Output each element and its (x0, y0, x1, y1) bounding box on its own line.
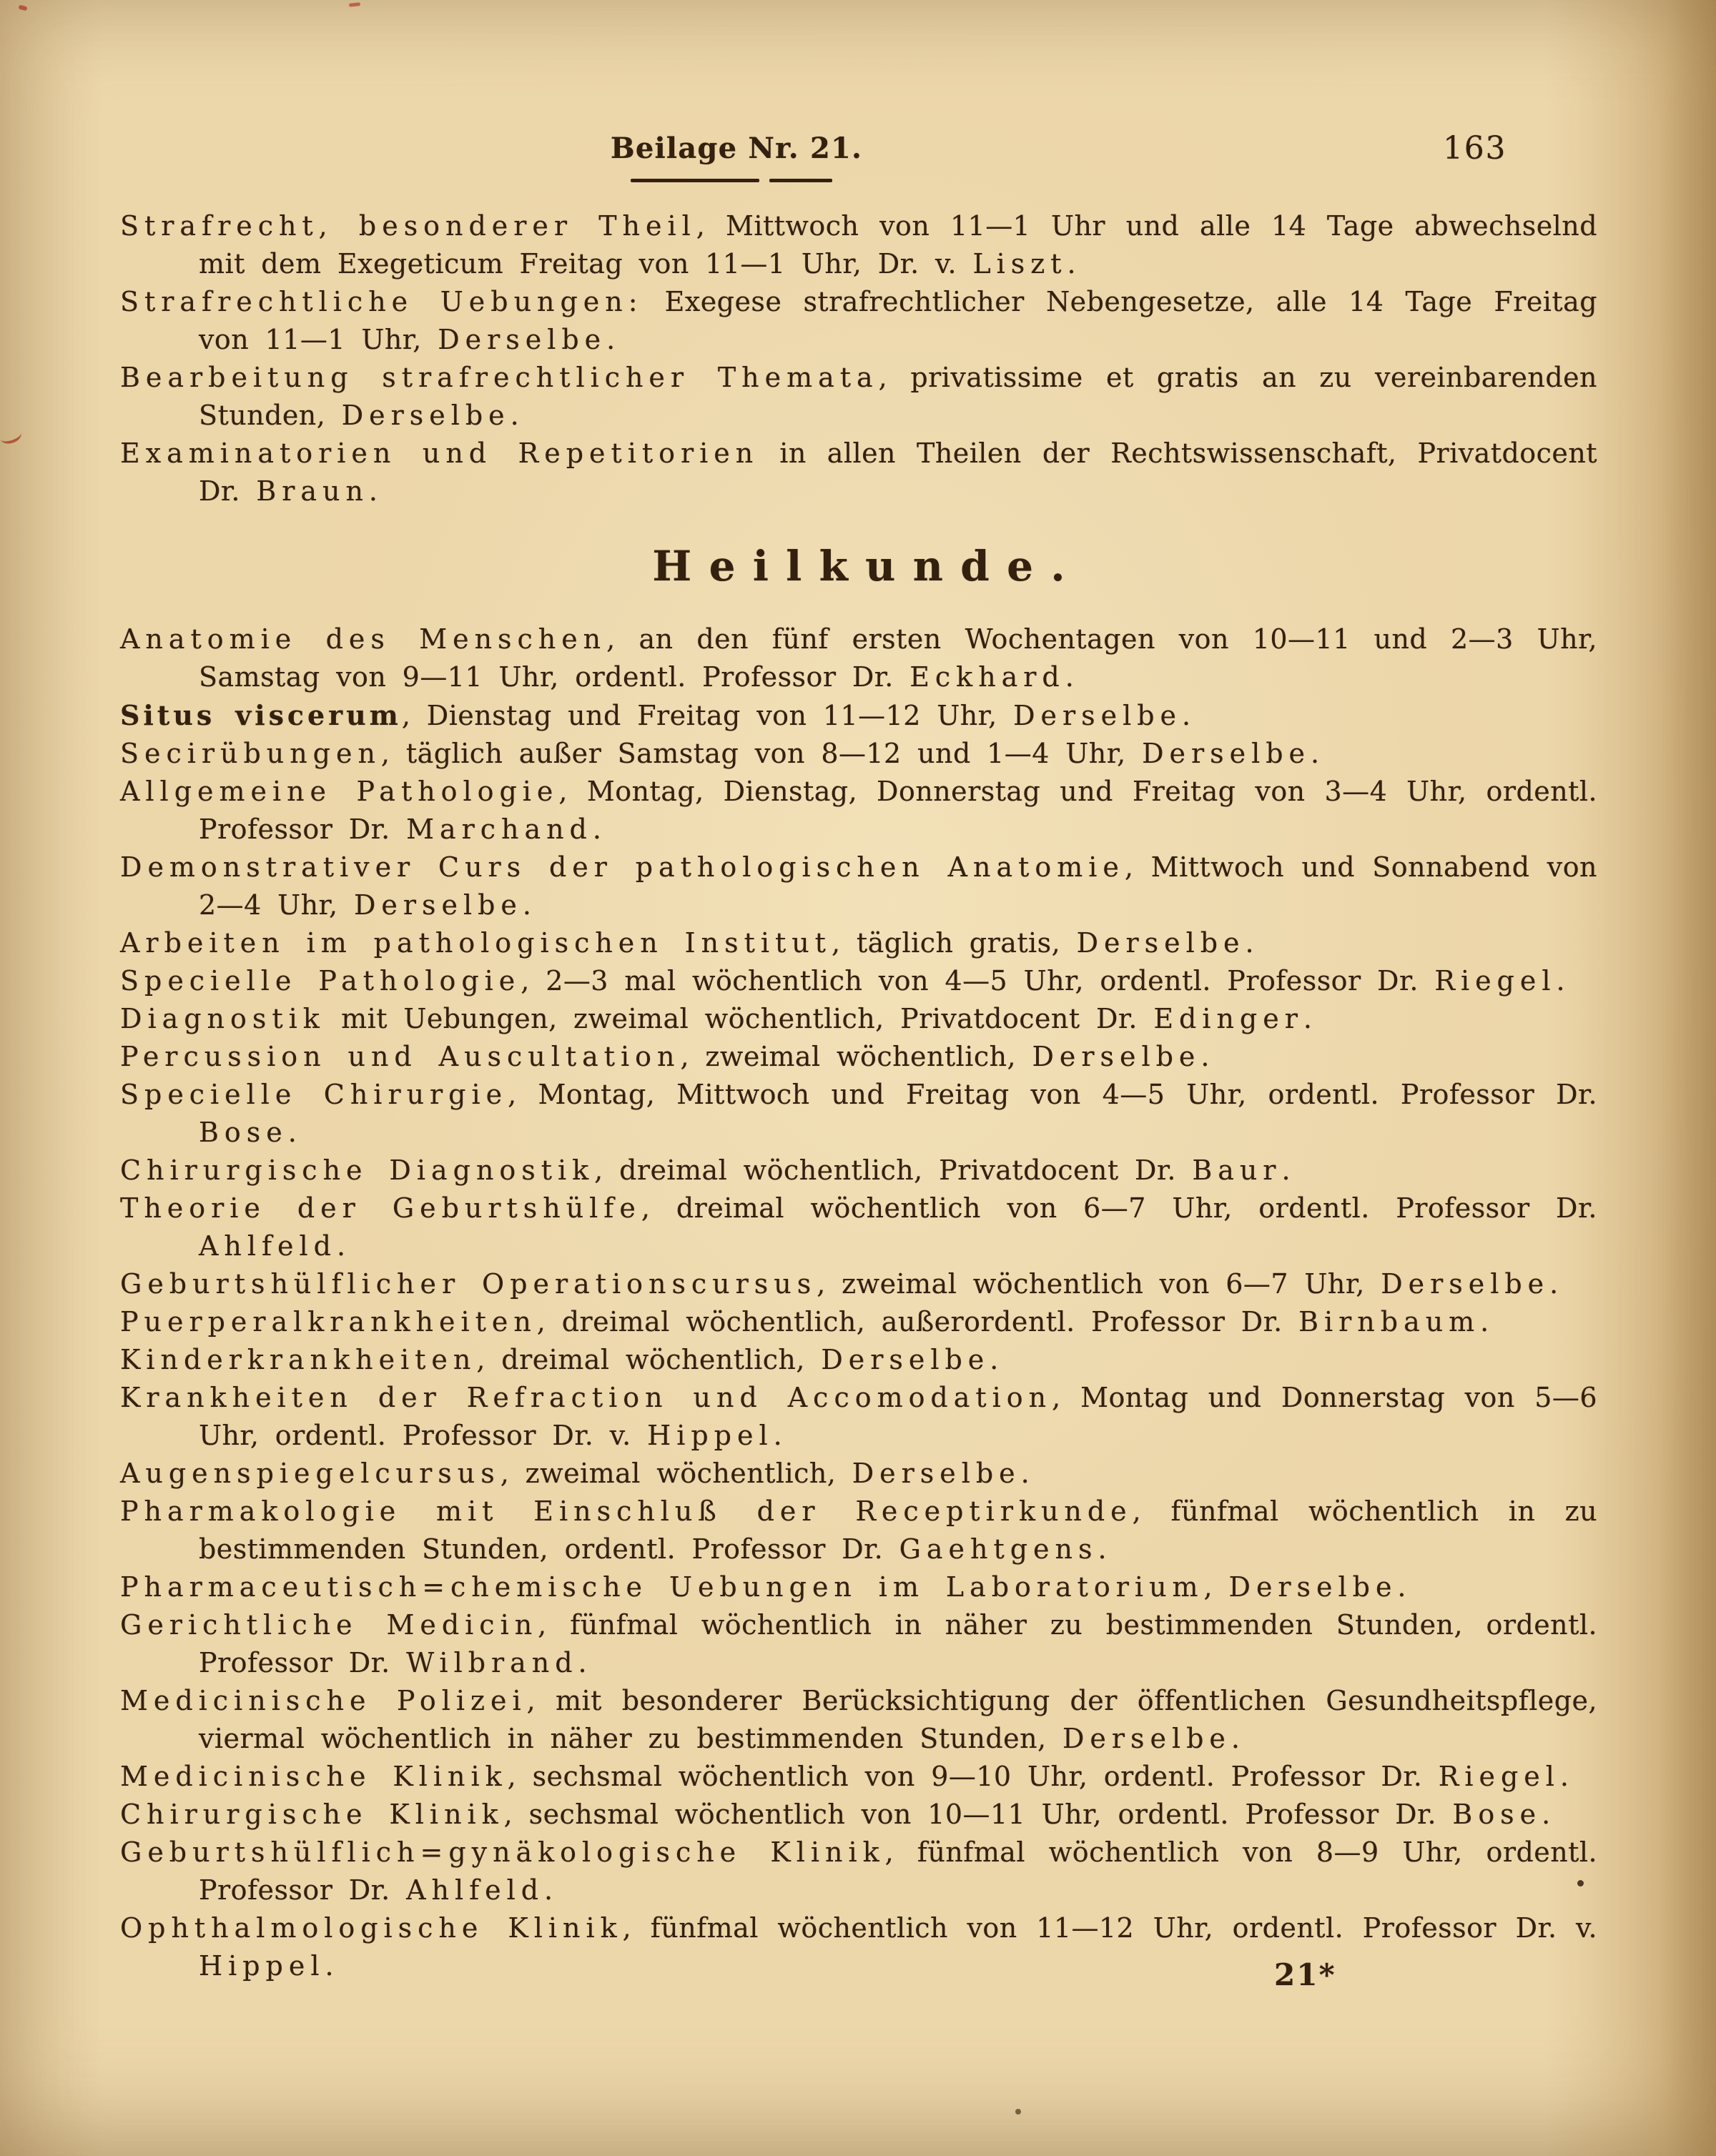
entry-text: . (1559, 1761, 1569, 1792)
entry-emphasis: Bose (199, 1117, 288, 1148)
catalog-entry (120, 1190, 1614, 1265)
entry-text: , täglich gratis, (831, 927, 1077, 959)
entry-emphasis: Derselbe (341, 400, 511, 431)
section-heading-heilkunde: Heilkunde. (652, 542, 1083, 590)
entry-text: , 2—3 mal wöchentlich von 4—5 Uhr, ordentl. Professor Dr. (521, 965, 1435, 997)
catalog-entry (120, 283, 1614, 359)
entry-emphasis: Chirurgische Klinik (120, 1799, 504, 1830)
entry-emphasis: Allgemeine Pathologie (120, 776, 559, 807)
entry-text: . (1480, 1306, 1489, 1337)
entry-text: , dreimal wöchentlich, außerordentl. Professor Dr. (536, 1306, 1299, 1337)
entry-emphasis: Arbeiten im pathologischen Institut (120, 927, 832, 959)
entry-emphasis: Bearbeitung strafrechtlicher Themata (120, 362, 879, 393)
catalog-entry (120, 1265, 1597, 1303)
entry-emphasis: Examinatorien und Repetitorien (120, 437, 759, 469)
entry-text: in allen Theilen der Rechtswissenschaft, Privatdocent Dr. (199, 437, 1614, 507)
entry-emphasis: Diagnostik (120, 1003, 325, 1034)
entry-emphasis: Birnbaum (1298, 1306, 1481, 1337)
catalog-entry (120, 1568, 1597, 1606)
entry-emphasis: Percussion und Auscultation (120, 1041, 681, 1072)
entry-text: . (1556, 965, 1566, 997)
entry-emphasis: Hippel (199, 1950, 325, 1982)
ink-dot (1577, 1880, 1584, 1886)
entry-text: . (510, 400, 520, 431)
paper-speck (349, 2, 360, 7)
entry-emphasis: Gaehtgens (899, 1533, 1098, 1565)
entry-emphasis: Eckhard (909, 661, 1065, 693)
entry-text: , zweimal wöchentlich, (680, 1041, 1032, 1072)
entry-text: , Montag, Mittwoch und Freitag von 4—5 Uhr, ordentl. Professor Dr. (508, 1079, 1614, 1110)
catalog-entry (120, 849, 1614, 924)
entry-text: , fünfmal wöchentlich von 11—12 Uhr, ordentl. Professor Dr. v. (622, 1912, 1614, 1944)
entry-emphasis: Hippel (647, 1420, 774, 1451)
entry-text: . (1311, 738, 1320, 769)
catalog-entry (120, 1909, 1614, 1985)
catalog-entry (120, 1303, 1597, 1341)
entry-text: , privatissime et gratis an zu vereinbarenden Stunden, (199, 362, 1614, 431)
entry-text: , fünfmal wöchentlich von 8—9 Uhr, ordentl. Professor Dr. (199, 1836, 1614, 1906)
entry-text: , dreimal wöchentlich, (476, 1344, 822, 1375)
catalog-entry (120, 1076, 1614, 1152)
entry-emphasis: Derselbe (1228, 1571, 1398, 1603)
entry-text: , zweimal wöchentlich, (500, 1458, 852, 1489)
entry-emphasis: Geburtshülflicher Operationscursus (120, 1268, 817, 1300)
law-lectures-section (120, 207, 1614, 510)
margin-pen-mark (0, 426, 23, 446)
entry-text: , dreimal wöchentlich von 6—7 Uhr, ordentl. Professor Dr. (641, 1192, 1614, 1224)
catalog-entry (120, 696, 1597, 735)
entry-text: . (287, 1117, 297, 1148)
entry-text: . (522, 889, 532, 921)
catalog-entry (120, 1834, 1614, 1909)
entry-emphasis: Derselbe (1381, 1268, 1550, 1300)
entry-emphasis: Strafrecht, besonderer Theil (120, 210, 696, 242)
entry-text: . (578, 1647, 588, 1678)
entry-text: . (606, 324, 616, 355)
entry-emphasis: Secirübungen (120, 738, 381, 769)
catalog-entry (120, 773, 1614, 849)
entry-text: , Mittwoch von 11—1 Uhr und alle 14 Tage abwechselnd mit dem Exegeticum Freitag von 11—1 Uhr, Dr. v. (199, 210, 1614, 280)
catalog-entry (120, 1796, 1597, 1834)
entry-emphasis: Derselbe (852, 1458, 1021, 1489)
entry-text: . (1397, 1571, 1406, 1603)
entry-emphasis: Riegel (1438, 1761, 1560, 1792)
paper-speck (18, 5, 27, 11)
entry-emphasis: Chirurgische Diagnostik (120, 1154, 595, 1186)
entry-text: , sechsmal wöchentlich von 9—10 Uhr, ordentl. Professor Dr. (507, 1761, 1439, 1792)
entry-text: . (1065, 661, 1075, 693)
entry-emphasis: Wilbrand (406, 1647, 578, 1678)
entry-text: . (1181, 700, 1191, 731)
entry-text: . (544, 1874, 553, 1906)
catalog-entry (120, 207, 1614, 283)
entry-emphasis: Ophthalmologische Klinik (120, 1912, 623, 1944)
catalog-entry (120, 1038, 1597, 1076)
catalog-entry (120, 1606, 1614, 1682)
entry-text: . (1549, 1268, 1559, 1300)
entry-emphasis: Medicinische Polizei (120, 1685, 527, 1716)
entry-text: . (336, 1230, 346, 1262)
entry-emphasis: Baur (1192, 1154, 1282, 1186)
entry-emphasis: Derselbe (821, 1344, 990, 1375)
entry-text: . (325, 1950, 335, 1982)
entry-text: , dreimal wöchentlich, Privatdocent Dr. (594, 1154, 1193, 1186)
page-header-title: Beilage Nr. 21. (610, 132, 863, 165)
entry-emphasis: Strafrechtliche Uebungen: (120, 286, 644, 317)
entry-emphasis: Liszt (972, 248, 1067, 280)
entry-emphasis: Gerichtliche Medicin (120, 1609, 538, 1641)
entry-text: mit Uebungen, zweimal wöchentlich, Privatdocent Dr. (325, 1003, 1154, 1034)
entry-emphasis: Marchand (406, 814, 593, 845)
catalog-entry (120, 1341, 1597, 1379)
entry-text: . (1303, 1003, 1313, 1034)
entry-emphasis: Ahlfeld (406, 1874, 545, 1906)
entry-emphasis: Situs viscerum (120, 699, 402, 731)
catalog-entry (120, 1455, 1597, 1493)
entry-text: . (1542, 1799, 1551, 1830)
entry-text: , Montag und Donnerstag von 5—6 Uhr, ordentl. Professor Dr. v. (199, 1382, 1614, 1451)
entry-emphasis: Derselbe (1062, 1723, 1231, 1754)
entry-text: , sechsmal wöchentlich von 10—11 Uhr, ordentl. Professor Dr. (503, 1799, 1453, 1830)
entry-emphasis: Kinderkrankheiten (120, 1344, 477, 1375)
entry-text: . (1231, 1723, 1241, 1754)
entry-text: . (1067, 248, 1077, 280)
entry-text: , an den fünf ersten Wochentagen von 10—11 und 2—3 Uhr, Samstag von 9—11 Uhr, ordentl. Professor Dr. (199, 623, 1614, 693)
entry-emphasis: Augenspiegelcursus (120, 1458, 500, 1489)
entry-emphasis: Braun (256, 475, 369, 507)
entry-emphasis: Puerperalkrankheiten (120, 1306, 537, 1337)
catalog-entry (120, 359, 1614, 435)
header-rule (631, 179, 832, 182)
entry-emphasis: Medicinische Klinik (120, 1761, 508, 1792)
entry-emphasis: Derselbe (1032, 1041, 1201, 1072)
catalog-entry (120, 1682, 1614, 1758)
entry-emphasis: Bose (1452, 1799, 1542, 1830)
catalog-entry (120, 1758, 1597, 1796)
catalog-entry (120, 620, 1614, 696)
entry-text: , fünfmal wöchentlich in zu bestimmenden Stunden, ordentl. Professor Dr. (199, 1495, 1614, 1565)
entry-text: . (1281, 1154, 1291, 1186)
entry-text: , zweimal wöchentlich von 6—7 Uhr, (817, 1268, 1381, 1300)
entry-text: Exegese strafrechtlicher Nebengesetze, alle 14 Tage Freitag von 11—1 Uhr, (199, 286, 1614, 355)
catalog-entry (120, 435, 1614, 510)
entry-text: . (368, 475, 378, 507)
entry-emphasis: Pharmaceutisch=chemische Uebungen im Laboratorium (120, 1571, 1204, 1603)
entry-emphasis: Derselbe (353, 889, 523, 921)
page-number: 163 (1443, 130, 1507, 167)
header-rule-short-segment (769, 179, 832, 182)
header-rule-long-segment (631, 179, 759, 182)
entry-emphasis: Specielle Chirurgie (120, 1079, 508, 1110)
entry-emphasis: Anatomie des Menschen (120, 623, 607, 655)
entry-emphasis: Krankheiten der Refraction und Accomodation (120, 1382, 1052, 1413)
entry-text: , Montag, Dienstag, Donnerstag und Freitag von 3—4 Uhr, ordentl. Professor Dr. (199, 776, 1614, 845)
catalog-entry (120, 1379, 1614, 1455)
catalog-entry (120, 962, 1597, 1000)
entry-text: , Dienstag und Freitag von 11—12 Uhr, (401, 700, 1014, 731)
ink-dot (1015, 2109, 1021, 2115)
entry-text: . (1098, 1533, 1107, 1565)
entry-text: . (1020, 1458, 1030, 1489)
entry-text: . (1200, 1041, 1210, 1072)
entry-text: . (1245, 927, 1255, 959)
entry-emphasis: Edinger (1153, 1003, 1303, 1034)
catalog-entry (120, 924, 1597, 962)
entry-text: , täglich außer Samstag von 8—12 und 1—4 Uhr, (380, 738, 1143, 769)
entry-emphasis: Derselbe (1076, 927, 1246, 959)
entry-emphasis: Riegel (1434, 965, 1557, 997)
catalog-entry (120, 1152, 1597, 1190)
page-body (120, 207, 1614, 1985)
entry-emphasis: Ahlfeld (199, 1230, 337, 1262)
catalog-entry (120, 1493, 1614, 1568)
entry-emphasis: Pharmakologie mit Einschluß der Receptirkunde (120, 1495, 1133, 1527)
entry-text: . (773, 1420, 783, 1451)
sheet-signature-mark: 21* (1274, 1957, 1336, 1992)
entry-emphasis: Demonstrativer Curs der pathologischen Anatomie (120, 851, 1125, 883)
entry-emphasis: Geburtshülflich=gynäkologische Klinik (120, 1836, 885, 1868)
catalog-entry (120, 1000, 1597, 1038)
entry-emphasis: Specielle Pathologie (120, 965, 521, 997)
medicine-lectures-section (120, 620, 1614, 1985)
entry-emphasis: Derselbe (1013, 700, 1182, 731)
entry-emphasis: Derselbe (1142, 738, 1311, 769)
entry-text: , fünfmal wöchentlich in näher zu bestimmenden Stunden, ordentl. Professor Dr. (199, 1609, 1614, 1678)
entry-emphasis: Theorie der Geburtshülfe (120, 1192, 641, 1224)
entry-emphasis: Derselbe (438, 324, 607, 355)
entry-text: , Mittwoch und Sonnabend von 2—4 Uhr, (199, 851, 1614, 921)
entry-text: , mit besonderer Berücksichtigung der öffentlichen Gesundheitspflege, viermal wöchentlich in näher zu bestimmenden Stunden, (199, 1685, 1614, 1754)
entry-text: , (1203, 1571, 1229, 1603)
entry-text: . (592, 814, 602, 845)
catalog-entry (120, 735, 1597, 773)
entry-text: . (990, 1344, 999, 1375)
